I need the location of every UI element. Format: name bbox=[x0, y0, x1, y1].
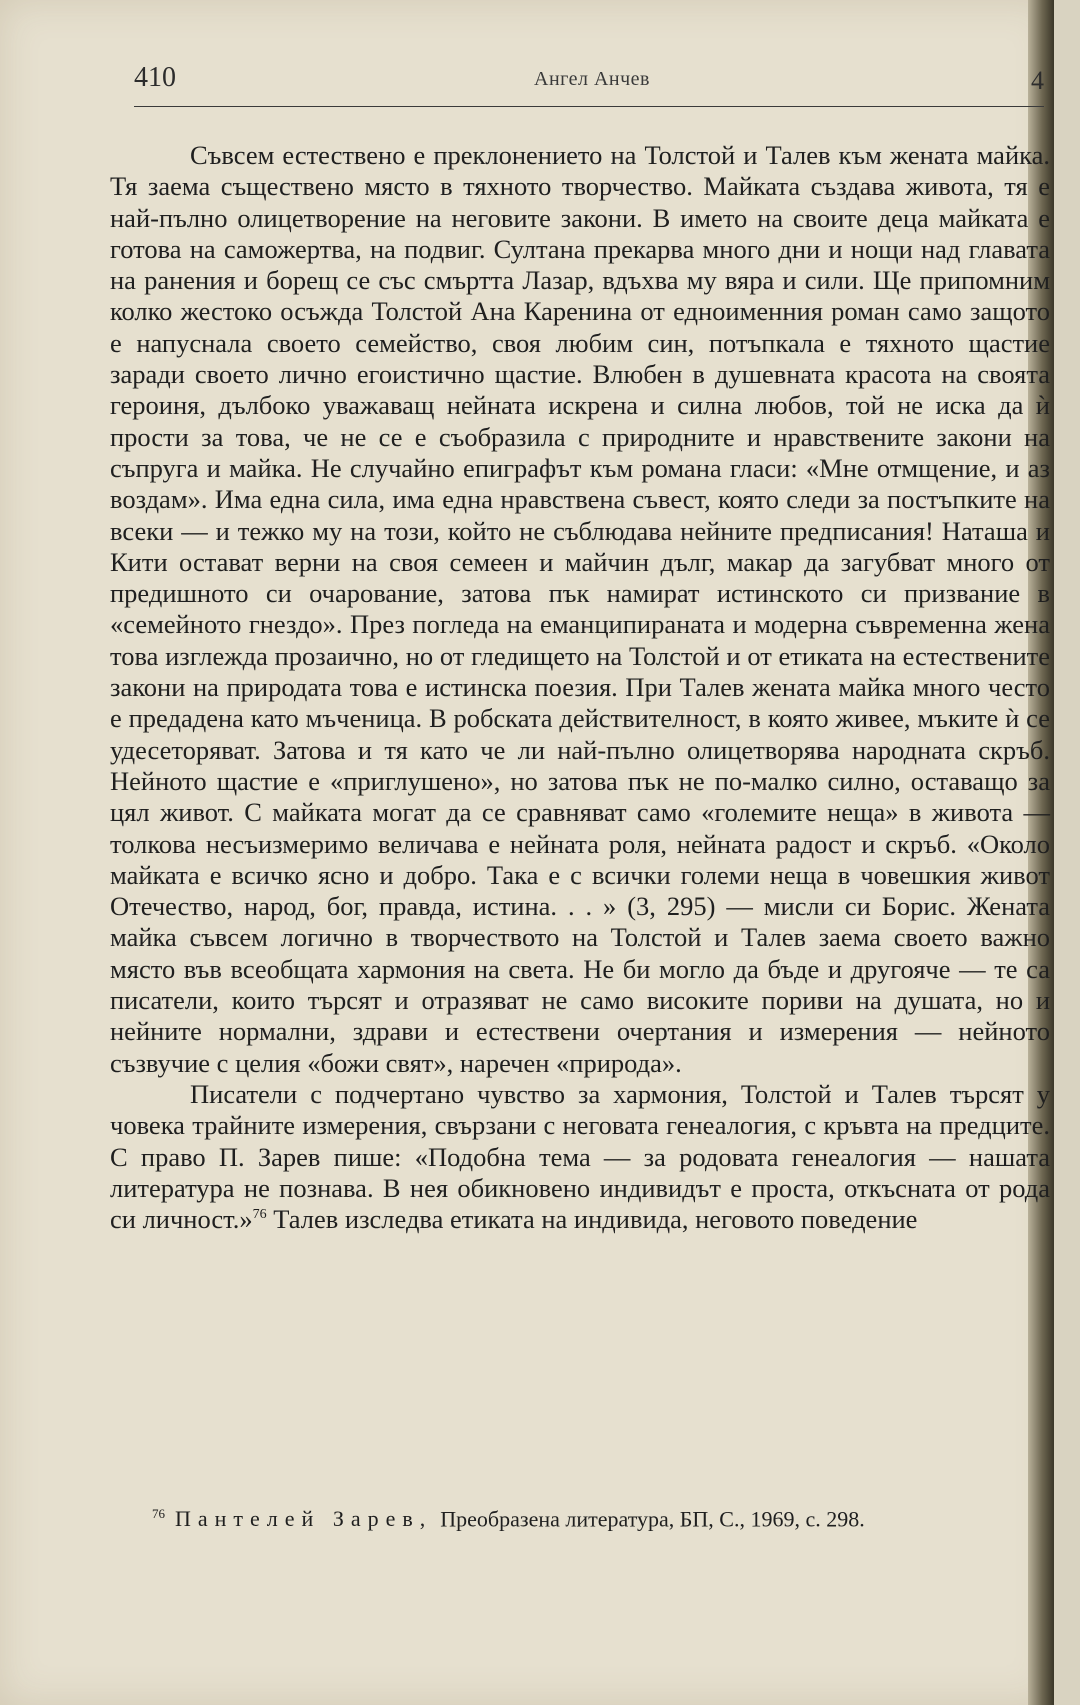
paragraph-1 bbox=[110, 140, 1050, 1079]
paragraph-1-text: Съвсем естествено е преклонението на Толстой и Талев към жената майка. Тя заема съществено място в тяхното творчество. Майката създава живота, тя е най-пълно олицетворение на неговите закони. В името на своите деца майката е готова на саможертва, на подвиг. Султана прекарва много дни и нощи над главата на ранения и борещ се със смъртта Лазар, вдъхва му вяра и сили. Ще припомним колко жестоко осъжда Толстой Ана Каренина от едноименния роман само защото е напуснала своето семейство, своя любим син, потъпкала е тяхното щастие заради своето лично егоистично щастие. Влюбен в душевната красота на своята героиня, дълбоко уважаващ нейната искрена и силна любов, той не иска да ѝ прости за това, че не се е съобразила с природните и нравствените закони на съпруга и майка. Не случайно епиграфът към романа гласи: «Мне отмщение, и аз воздам». Има една сила, има една нравствена съвест, която следи за постъпките на всеки — и тежко му на този, който не съблюдава нейните предписания! Наташа и Кити остават верни на своя семеен и майчин дълг, макар да загубват много от предишното си очарование, затова пък намират истинското си призвание в «семейното гнездо». През погледа на еманципираната и модерна съвременна жена това изглежда прозаично, но от гледището на Толстой и от етиката на естествените закони на природата това е истинска поезия. При Талев жената майка много често е предадена като мъченица. В робската действителност, в която живее, мъките ѝ се удесеторяват. Затова и тя като че ли най-пълно олицетворява народната скръб. Нейното щастие е «приглушено», но затова пък не по-малко силно, оставащо за цял живот. С майката могат да се сравняват само «големите неща» в живота — толкова несъизмеримо величава е нейната роля, нейната радост и скръб. «Около майката е всичко ясно и добро. Така е с всички големи неща в човешкия живот Отечество, народ, бог, правда, истина. . . » (3, 295) — мисли си Борис. Жената майка съвсем логично в творчеството на Толстой и Талев заема своето важно място във всеобщата хармония на света. Не би могло да бъде и другояче — те са писатели, които търсят и отразяват не само високите пориви на душата, но и нейните нормални, здрави и естествени очертания и измерения — нейното съзвучие с целия «божи свят», наречен «природа». bbox=[110, 140, 1050, 1078]
page-number: 410 bbox=[134, 62, 176, 93]
footnote bbox=[110, 1500, 1050, 1533]
paragraph-2-text: Писатели с подчертано чувство за хармония, Толстой и Талев търсят у човека трайните измерения, свързани с неговата генеалогия, с кръвта на предците. С право П. Зарев пише: «Подобна тема — за родовата генеалогия — нашата литература не познава. В нея обикновено индивидът е проста, откъсната от рода си личност.» bbox=[110, 1078, 1050, 1235]
running-head: Ангел Анчев bbox=[534, 68, 650, 90]
facing-page-number: 4 bbox=[1031, 66, 1044, 95]
paragraph-2-continuation: Талев изследва етиката на индивида, неговото поведение bbox=[266, 1204, 918, 1235]
footnote-number: 76 bbox=[152, 1506, 165, 1521]
footnote-reference: 76 bbox=[252, 1207, 267, 1223]
body-text bbox=[110, 140, 1050, 1235]
footnote-text: Преобразена литература, БП, С., 1969, с. 298. bbox=[440, 1506, 865, 1532]
paragraph-2 bbox=[110, 1079, 1050, 1235]
footnote-author: Пантелей Зарев, bbox=[175, 1506, 433, 1532]
page-header bbox=[134, 62, 1044, 107]
